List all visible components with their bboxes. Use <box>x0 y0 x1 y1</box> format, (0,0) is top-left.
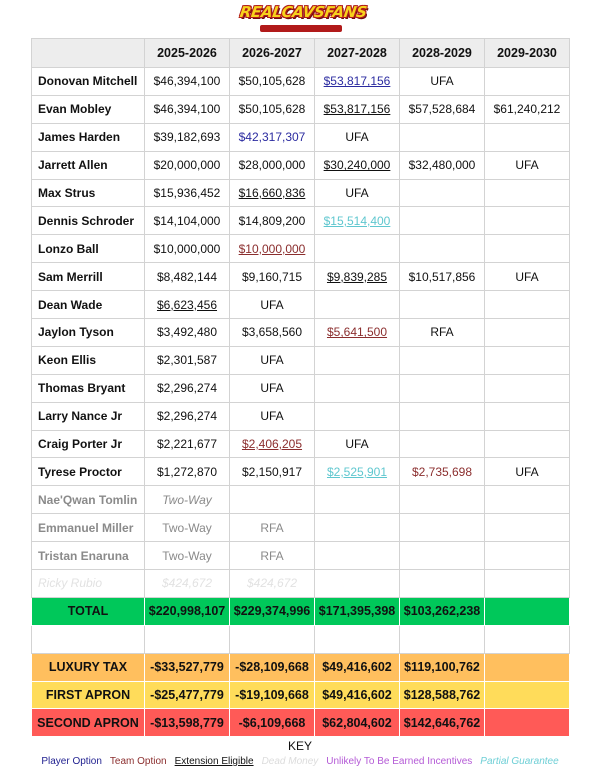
header-season: 2027-2028 <box>315 39 400 68</box>
total-value: $229,374,996 <box>230 597 315 625</box>
salary-cell <box>400 346 485 374</box>
salary-cell: $10,000,000 <box>230 235 315 263</box>
salary-cell: $42,317,307 <box>230 123 315 151</box>
salary-cell: UFA <box>485 458 570 486</box>
salary-cell <box>315 514 400 542</box>
player-name: Tyrese Proctor <box>32 458 145 486</box>
player-row <box>32 486 570 514</box>
salary-cell: $20,000,000 <box>145 151 230 179</box>
salary-cell: $2,406,205 <box>230 430 315 458</box>
salary-cell <box>400 207 485 235</box>
threshold-value <box>485 709 570 737</box>
salary-cell <box>400 374 485 402</box>
salary-cell: $2,525,901 <box>315 458 400 486</box>
player-name: Tristan Enaruna <box>32 542 145 570</box>
salary-cell: $16,660,836 <box>230 179 315 207</box>
salary-cell: $2,221,677 <box>145 430 230 458</box>
spacer-cell <box>230 625 315 653</box>
threshold-label: FIRST APRON <box>32 681 145 709</box>
threshold-value: -$13,598,779 <box>145 709 230 737</box>
salary-cell <box>315 570 400 598</box>
salary-cell <box>485 346 570 374</box>
key-item: Extension Eligible <box>174 756 254 767</box>
threshold-row <box>32 709 570 737</box>
threshold-value: $49,416,602 <box>315 681 400 709</box>
salary-cell: $30,240,000 <box>315 151 400 179</box>
salary-cell: UFA <box>485 151 570 179</box>
header-row <box>32 39 570 68</box>
player-row <box>32 458 570 486</box>
realcavsfans-logo <box>238 3 368 35</box>
salary-cell <box>400 430 485 458</box>
threshold-row <box>32 681 570 709</box>
threshold-value: -$28,109,668 <box>230 653 315 681</box>
salary-cell: $1,272,870 <box>145 458 230 486</box>
total-value <box>485 597 570 625</box>
salary-cell: $2,296,274 <box>145 374 230 402</box>
threshold-value: $128,588,762 <box>400 681 485 709</box>
salary-cell: $8,482,144 <box>145 263 230 291</box>
spacer-cell <box>32 625 145 653</box>
salary-cell <box>485 207 570 235</box>
player-name: Lonzo Ball <box>32 235 145 263</box>
logo-banner <box>260 25 342 32</box>
logo-text: REALCAVSFANS <box>238 3 368 21</box>
salary-cell: $39,182,693 <box>145 123 230 151</box>
player-name: Jaylon Tyson <box>32 319 145 347</box>
threshold-row <box>32 653 570 681</box>
player-name: Keon Ellis <box>32 346 145 374</box>
salary-cell: $57,528,684 <box>400 95 485 123</box>
header-blank <box>32 39 145 68</box>
player-row <box>32 235 570 263</box>
salary-cell <box>315 291 400 319</box>
salary-cell: $61,240,212 <box>485 95 570 123</box>
salary-cell: $5,641,500 <box>315 319 400 347</box>
player-name: Larry Nance Jr <box>32 402 145 430</box>
threshold-value: $119,100,762 <box>400 653 485 681</box>
salary-cell: $53,817,156 <box>315 68 400 96</box>
key-item: Player Option <box>41 756 102 767</box>
threshold-label: LUXURY TAX <box>32 653 145 681</box>
salary-cell: UFA <box>315 123 400 151</box>
player-name: Nae'Qwan Tomlin <box>32 486 145 514</box>
salary-cell: $9,839,285 <box>315 263 400 291</box>
salary-cell: $53,817,156 <box>315 95 400 123</box>
player-row <box>32 514 570 542</box>
salary-cell: $50,105,628 <box>230 68 315 96</box>
salary-cell <box>485 123 570 151</box>
player-row <box>32 207 570 235</box>
salary-cell: $3,658,560 <box>230 319 315 347</box>
player-row <box>32 179 570 207</box>
threshold-value: -$6,109,668 <box>230 709 315 737</box>
player-row <box>32 95 570 123</box>
salary-cell: $14,809,200 <box>230 207 315 235</box>
salary-cell: $32,480,000 <box>400 151 485 179</box>
player-row <box>32 346 570 374</box>
salary-cell <box>400 291 485 319</box>
player-row <box>32 402 570 430</box>
header-season: 2026-2027 <box>230 39 315 68</box>
salary-cell: UFA <box>400 68 485 96</box>
total-value: $220,998,107 <box>145 597 230 625</box>
salary-cell: UFA <box>230 346 315 374</box>
threshold-value <box>485 681 570 709</box>
salary-cell <box>400 486 485 514</box>
threshold-value: -$33,527,779 <box>145 653 230 681</box>
salary-cell <box>315 542 400 570</box>
salary-cell <box>400 570 485 598</box>
total-value: $103,262,238 <box>400 597 485 625</box>
salary-cell: $10,517,856 <box>400 263 485 291</box>
key-item: Team Option <box>109 756 167 767</box>
salary-cell <box>485 179 570 207</box>
spacer-cell <box>485 625 570 653</box>
salary-cell: UFA <box>315 430 400 458</box>
salary-cell: $10,000,000 <box>145 235 230 263</box>
key-item: Dead Money <box>261 756 319 767</box>
total-label: TOTAL <box>32 597 145 625</box>
player-row <box>32 319 570 347</box>
player-row <box>32 374 570 402</box>
player-row <box>32 430 570 458</box>
spacer-cell <box>145 625 230 653</box>
threshold-value: -$19,109,668 <box>230 681 315 709</box>
salary-cell: RFA <box>400 319 485 347</box>
spacer-row <box>32 625 570 653</box>
player-row <box>32 542 570 570</box>
salary-cell: Two-Way <box>145 542 230 570</box>
salary-cell: UFA <box>230 374 315 402</box>
player-row <box>32 123 570 151</box>
salary-cell: UFA <box>315 179 400 207</box>
salary-cell: $46,394,100 <box>145 68 230 96</box>
threshold-value: $49,416,602 <box>315 653 400 681</box>
salary-cell <box>485 402 570 430</box>
threshold-value: $142,646,762 <box>400 709 485 737</box>
salary-cell: $424,672 <box>145 570 230 598</box>
salary-cell: $14,104,000 <box>145 207 230 235</box>
salary-cell: UFA <box>230 402 315 430</box>
salary-cell: $424,672 <box>230 570 315 598</box>
salary-cap-table <box>31 38 570 737</box>
player-name: James Harden <box>32 123 145 151</box>
salary-cell <box>485 235 570 263</box>
salary-cell: $46,394,100 <box>145 95 230 123</box>
salary-cell <box>400 514 485 542</box>
spacer-cell <box>315 625 400 653</box>
player-name: Donovan Mitchell <box>32 68 145 96</box>
total-value: $171,395,398 <box>315 597 400 625</box>
salary-cell: $15,936,452 <box>145 179 230 207</box>
salary-cell: $2,296,274 <box>145 402 230 430</box>
player-row <box>32 263 570 291</box>
salary-cell: RFA <box>230 542 315 570</box>
player-row <box>32 570 570 598</box>
salary-cell <box>315 486 400 514</box>
salary-cell: $50,105,628 <box>230 95 315 123</box>
salary-cell: UFA <box>485 263 570 291</box>
salary-cell: $15,514,400 <box>315 207 400 235</box>
salary-cell <box>400 235 485 263</box>
salary-cell <box>400 542 485 570</box>
salary-cell: $2,301,587 <box>145 346 230 374</box>
player-row <box>32 68 570 96</box>
salary-cell: $9,160,715 <box>230 263 315 291</box>
salary-cell: $2,150,917 <box>230 458 315 486</box>
salary-cell <box>315 402 400 430</box>
player-name: Ricky Rubio <box>32 570 145 598</box>
spacer-cell <box>400 625 485 653</box>
salary-cell <box>400 402 485 430</box>
key-item: Unlikely To Be Earned Incentives <box>326 756 473 767</box>
key-legend <box>0 756 600 767</box>
threshold-label: SECOND APRON <box>32 709 145 737</box>
salary-cell <box>485 291 570 319</box>
salary-cell <box>485 514 570 542</box>
player-name: Thomas Bryant <box>32 374 145 402</box>
header-season: 2025-2026 <box>145 39 230 68</box>
salary-cell <box>485 374 570 402</box>
player-name: Craig Porter Jr <box>32 430 145 458</box>
salary-cell <box>315 235 400 263</box>
player-row <box>32 291 570 319</box>
salary-cell <box>400 123 485 151</box>
player-name: Sam Merrill <box>32 263 145 291</box>
player-name: Dean Wade <box>32 291 145 319</box>
player-name: Emmanuel Miller <box>32 514 145 542</box>
header-season: 2029-2030 <box>485 39 570 68</box>
salary-cell <box>485 68 570 96</box>
salary-cell <box>230 486 315 514</box>
player-name: Dennis Schroder <box>32 207 145 235</box>
header-season: 2028-2029 <box>400 39 485 68</box>
salary-cell <box>485 486 570 514</box>
player-name: Max Strus <box>32 179 145 207</box>
player-row <box>32 151 570 179</box>
salary-cell <box>400 179 485 207</box>
salary-cell <box>315 374 400 402</box>
salary-cell: $2,735,698 <box>400 458 485 486</box>
salary-cell: $28,000,000 <box>230 151 315 179</box>
salary-cell: UFA <box>230 291 315 319</box>
salary-cell <box>485 430 570 458</box>
salary-cell: RFA <box>230 514 315 542</box>
salary-cell <box>485 319 570 347</box>
salary-cell <box>315 346 400 374</box>
salary-cell: $6,623,456 <box>145 291 230 319</box>
salary-cell: Two-Way <box>145 486 230 514</box>
key-item: Partial Guarantee <box>480 756 559 767</box>
total-row <box>32 597 570 625</box>
threshold-value <box>485 653 570 681</box>
salary-cell: $3,492,480 <box>145 319 230 347</box>
player-name: Jarrett Allen <box>32 151 145 179</box>
player-name: Evan Mobley <box>32 95 145 123</box>
key-title: KEY <box>287 739 312 753</box>
salary-cell: Two-Way <box>145 514 230 542</box>
salary-cell <box>485 570 570 598</box>
threshold-value: $62,804,602 <box>315 709 400 737</box>
threshold-value: -$25,477,779 <box>145 681 230 709</box>
salary-cell <box>485 542 570 570</box>
